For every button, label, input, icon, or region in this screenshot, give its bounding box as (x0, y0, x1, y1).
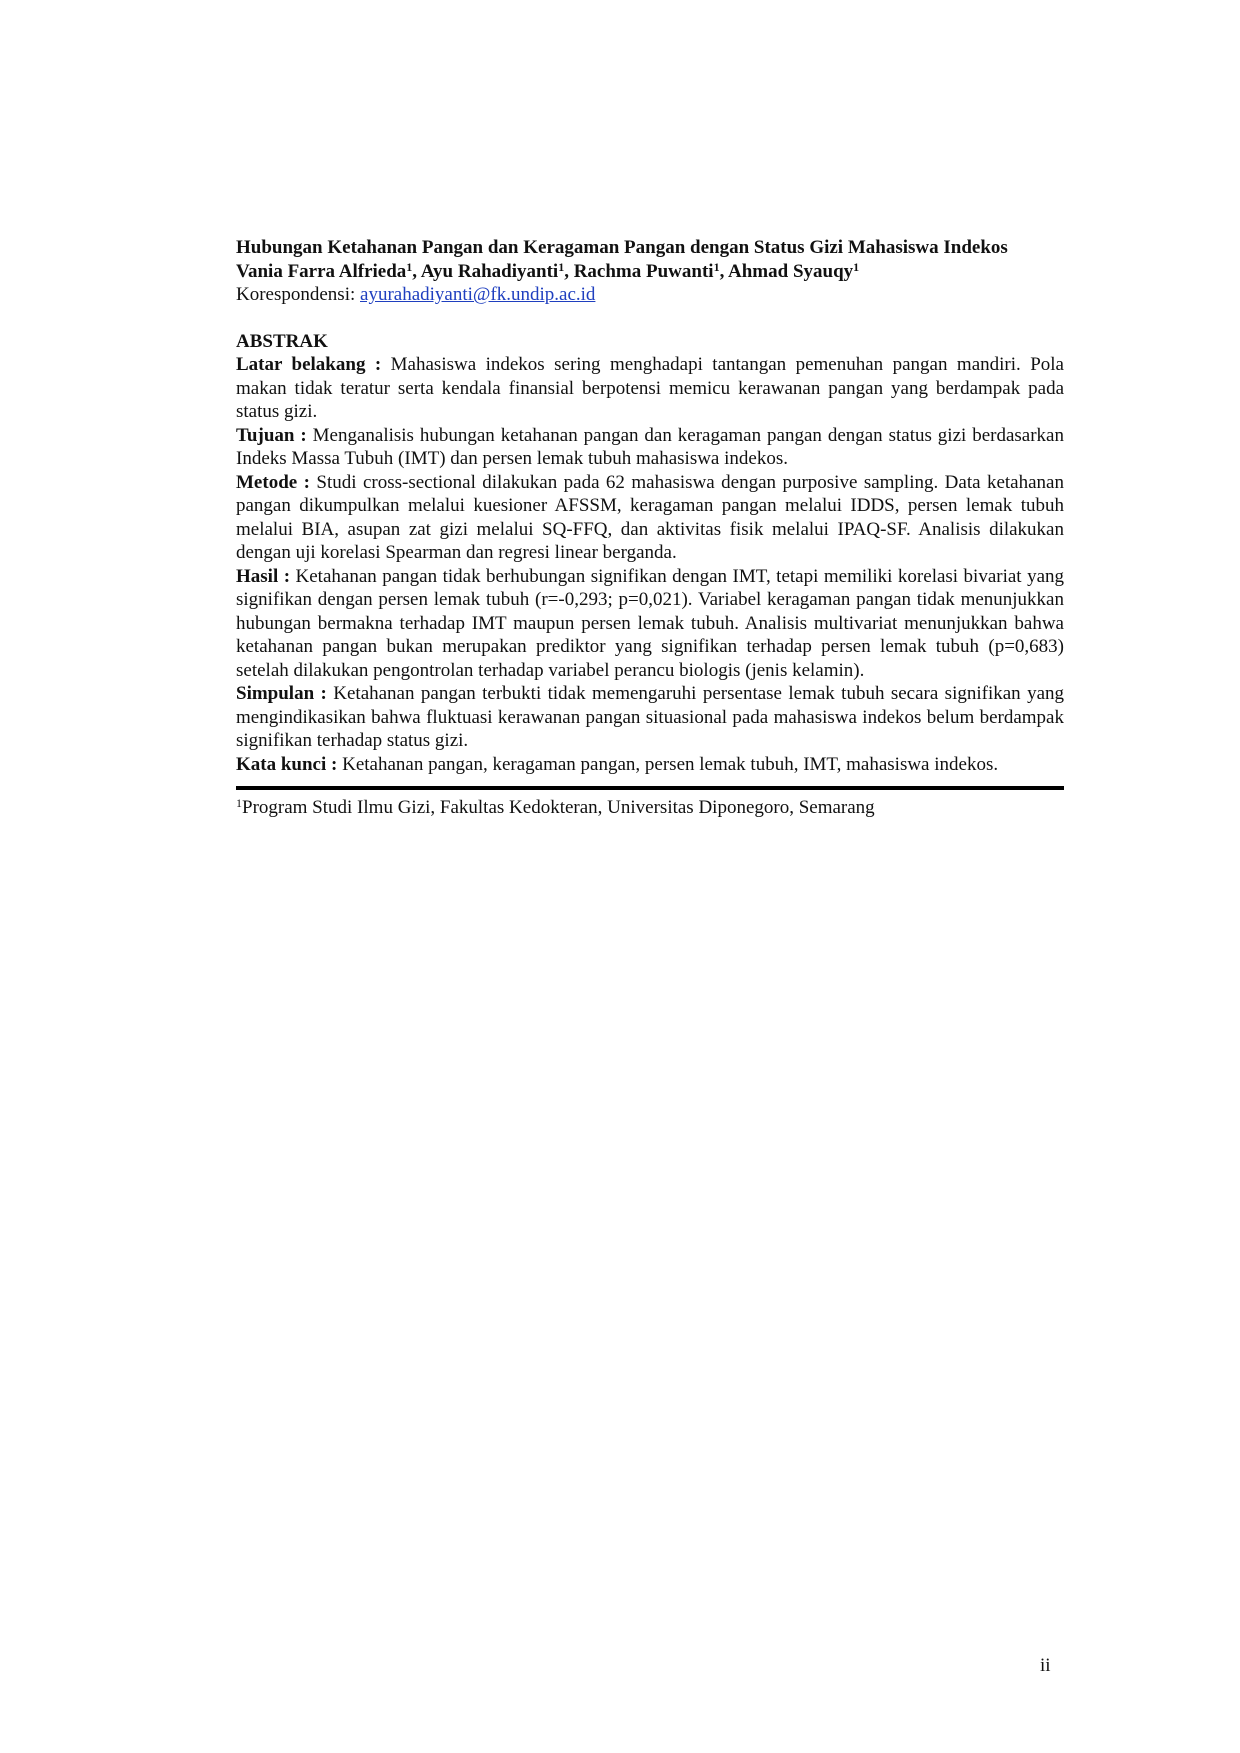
author-separator: , (719, 260, 729, 282)
section-label: Simpulan : (236, 683, 327, 704)
footnote-mark: 1 (236, 796, 242, 810)
author-affiliation-mark: 1 (853, 259, 860, 274)
abstract-heading: ABSTRAK (236, 330, 328, 352)
document-page (236, 236, 1064, 820)
author-separator: , (412, 260, 421, 282)
author-affiliation-mark: 1 (558, 259, 565, 274)
paper-title: Hubungan Ketahanan Pangan dan Keragaman Pangan dengan Status Gizi Mahasiswa Indekos (236, 237, 1008, 258)
section-label: Kata kunci : (236, 753, 338, 775)
section-text: Studi cross-sectional dilakukan pada 62 mahasiswa dengan purposive sampling. Data ketahanan pangan dikumpulkan melalui kuesioner AFSSM, keragaman pangan melalui IDDS, persen lemak tubuh melalui BIA, asupan zat gizi melalui SQ-FFQ, dan aktivitas fisik melalui IPAQ-SF. Analisis dilakukan dengan uji korelasi Spearman dan regresi linear berganda. (236, 471, 1064, 563)
section-text: Ketahanan pangan, keragaman pangan, persen lemak tubuh, IMT, mahasiswa indekos. (337, 753, 999, 775)
abstract-conclusion (236, 682, 1064, 753)
author-affiliation-mark: 1 (713, 259, 720, 274)
abstract-results (236, 565, 1064, 683)
author-name: Ayu Rahadiyanti (420, 260, 559, 282)
section-text: Mahasiswa indekos sering menghadapi tantangan pemenuhan pangan mandiri. Pola makan tidak teratur serta kendala finansial berpotensi memicu kerawanan pangan yang berdampak pada status gizi. (236, 354, 1064, 422)
section-text: Ketahanan pangan terbukti tidak memengaruhi persentase lemak tubuh secara signifikan yang mengindikasikan bahwa fluktuasi kerawanan pangan situasional pada mahasiswa indekos belum berdampak signifikan terhadap status gizi. (236, 683, 1064, 751)
spacer (236, 307, 1064, 330)
section-text: Ketahanan pangan tidak berhubungan signifikan dengan IMT, tetapi memiliki korelasi bivariat yang signifikan dengan persen lemak tubuh (r=-0,293; p=0,021). Variabel keragaman pangan tidak menunjukkan hubungan bermakna terhadap IMT maupun persen lemak tubuh. Analisis multivariat menunjukkan bahwa ketahanan pangan bukan merupakan prediktor yang signifikan terhadap persen lemak tubuh (p=0,683) setelah dilakukan pengontrolan terhadap variabel perancu biologis (jenis kelamin). (236, 565, 1064, 681)
footnote-divider (236, 786, 1064, 790)
author-list (236, 260, 1064, 284)
abstract-method (236, 471, 1064, 565)
section-label: Metode : (236, 471, 310, 493)
author-affiliation-mark: 1 (406, 259, 413, 274)
affiliation-footnote (236, 796, 1064, 820)
author-name: Rachma Puwanti (573, 260, 714, 282)
abstract-objective (236, 424, 1064, 471)
abstract-background (236, 353, 1064, 424)
correspondence-line (236, 283, 1064, 307)
author-separator: , (564, 260, 574, 282)
correspondence-label: Korespondensi: (236, 284, 361, 305)
section-label: Latar belakang : (236, 354, 382, 375)
section-text: Menganalisis hubungan ketahanan pangan dan keragaman pangan dengan status gizi berdasarkan Indeks Massa Tubuh (IMT) dan persen lemak tubuh mahasiswa indekos. (236, 424, 1064, 469)
author-name: Vania Farra Alfrieda (236, 260, 407, 282)
correspondence-email-link[interactable]: ayurahadiyanti@fk.undip.ac.id (360, 284, 596, 305)
section-label: Tujuan : (236, 424, 307, 446)
author-name: Ahmad Syauqy (728, 260, 854, 282)
page-number: ii (1040, 1655, 1051, 1676)
footnote-text: Program Studi Ilmu Gizi, Fakultas Kedokteran, Universitas Diponegoro, Semarang (242, 797, 875, 818)
abstract-keywords (236, 753, 1064, 777)
section-label: Hasil : (236, 565, 291, 587)
